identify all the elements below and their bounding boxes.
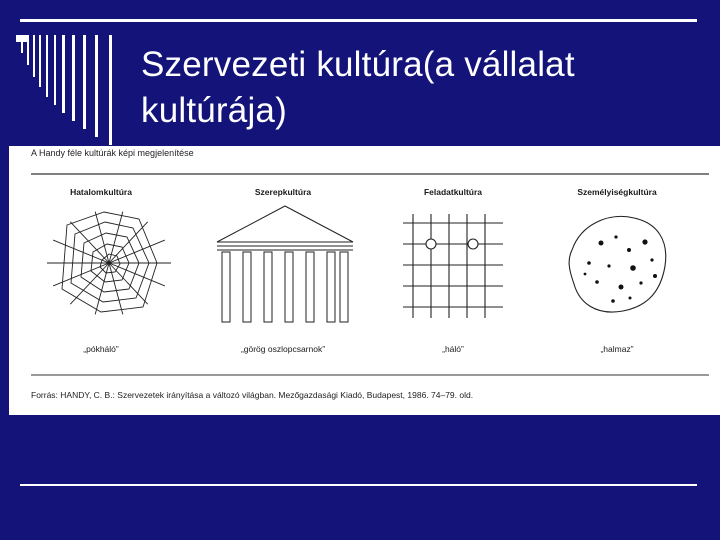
slide-title: Szervezeti kultúra(a vállalat kultúrája) [141,45,575,131]
web-spoke [53,240,109,263]
bottom-divider-line [20,484,697,486]
panel-label-spider-web: „pókháló” [83,344,119,354]
figure-source: Forrás: HANDY, C. B.: Szervezetek irányítása a változó világban. Mezőgazdasági Kiadó, Budapest, 1986. 74–79. old. [31,390,474,400]
panel-title-power: Hatalomkultúra [70,187,132,197]
top-divider-line [20,19,697,22]
grid-net-icon [403,214,503,318]
panel-title-task: Feladatkultúra [423,187,483,197]
figure-caption: A Handy féle kultúrák képi megjelenítése [31,148,194,158]
greek-temple-icon [217,206,353,322]
panel-title-person: Személyiségkultúra [577,187,657,197]
decorative-bars-icon [16,35,126,150]
panel-title-role: Szerepkultúra [254,187,312,197]
spider-web-icon [47,212,171,315]
dot-cluster-icon [569,216,666,312]
handy-culture-figure [9,146,720,415]
panel-label-greek-temple: „görög oszlopcsarnok” [240,344,326,354]
web-spoke [109,263,165,286]
panel-label-net: „háló” [442,344,464,354]
panel-label-cluster: „halmaz” [600,344,634,354]
